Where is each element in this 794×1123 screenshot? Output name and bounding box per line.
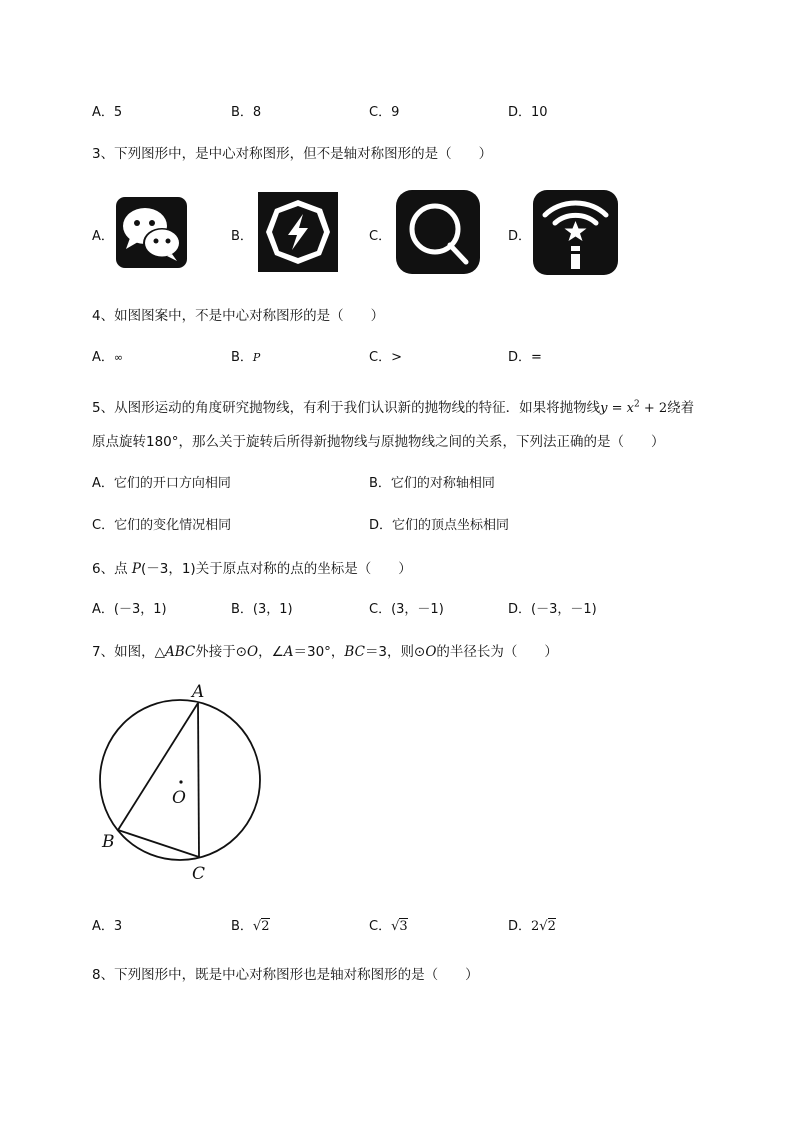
option-letter: C． bbox=[369, 105, 392, 120]
option-letter: B． bbox=[231, 919, 253, 934]
option-letter: D． bbox=[508, 919, 532, 934]
center-dot bbox=[179, 780, 182, 783]
stem-text: 5、从图形运动的角度研究抛物线，有利于我们认识新的抛物线的特征．如果将抛物线 bbox=[92, 400, 601, 416]
q5-option-c bbox=[92, 514, 231, 533]
radical-sign: √ bbox=[539, 919, 548, 934]
option-letter: D． bbox=[508, 105, 532, 120]
search-q-icon bbox=[396, 190, 480, 274]
q8-stem: 8、下列图形中，既是中心对称图形也是轴对称图形的是（ ） bbox=[92, 967, 479, 983]
formula-var-x: x bbox=[626, 401, 634, 416]
q7-option-c bbox=[369, 915, 408, 934]
option-text: (3，－1) bbox=[391, 602, 444, 617]
q5-option-d bbox=[369, 514, 509, 533]
radicand: 2 bbox=[261, 919, 270, 934]
formula-var-y: y bbox=[600, 401, 608, 416]
option-text: > bbox=[391, 350, 402, 365]
wechat-icon bbox=[116, 197, 187, 268]
option-letter: B． bbox=[369, 476, 391, 491]
option-letter: C． bbox=[369, 919, 392, 934]
segment-ac bbox=[198, 703, 199, 857]
q6-option-a bbox=[92, 598, 167, 617]
q4-option-b bbox=[231, 346, 260, 365]
parabola-formula bbox=[600, 401, 667, 416]
option-text: 9 bbox=[391, 105, 400, 120]
option-letter: B． bbox=[231, 602, 253, 617]
option-text: 10 bbox=[531, 105, 548, 120]
radicand: 3 bbox=[399, 919, 408, 934]
stem-text: ＝30°， bbox=[293, 644, 345, 660]
q7-option-b bbox=[231, 915, 270, 934]
option-letter: B． bbox=[231, 350, 253, 365]
lightning-icon bbox=[258, 192, 338, 272]
formula-rest: + 2 bbox=[639, 401, 668, 416]
q4-option-a bbox=[92, 346, 123, 365]
stem-text: ＝3，则⊙ bbox=[364, 644, 426, 660]
angle-name: A bbox=[283, 644, 294, 660]
stem-text: 6、点 bbox=[92, 561, 132, 577]
stem-text: ，∠ bbox=[258, 644, 284, 660]
radicand: 2 bbox=[547, 919, 556, 934]
option-text: 5 bbox=[113, 105, 123, 120]
formula-exponent: 2 bbox=[633, 399, 640, 410]
point-p: P bbox=[131, 561, 141, 577]
option-letter: A． bbox=[92, 476, 114, 491]
option-letter: C． bbox=[369, 602, 392, 617]
option-text: (－3，1) bbox=[113, 602, 167, 617]
stem-text: 7、如图，△ bbox=[92, 644, 165, 660]
option-letter: D． bbox=[369, 518, 393, 533]
label-o: O bbox=[172, 788, 186, 808]
option-letter: A． bbox=[92, 919, 114, 934]
option-text: 3 bbox=[113, 919, 123, 934]
stem-text: 绕着 bbox=[667, 400, 695, 416]
option-letter: B． bbox=[231, 105, 253, 120]
q3-stem: 3、下列图形中，是中心对称图形，但不是轴对称图形的是（ ） bbox=[92, 146, 493, 162]
q6-option-b bbox=[231, 598, 293, 617]
q7-option-a bbox=[92, 915, 122, 934]
segment-name: BC bbox=[344, 644, 365, 660]
q5-stem-line1 bbox=[92, 396, 694, 416]
q7-stem bbox=[92, 640, 558, 660]
q3-option-c-letter: C． bbox=[369, 229, 392, 244]
q6-option-d bbox=[508, 598, 597, 617]
option-letter: D． bbox=[508, 602, 532, 617]
q5-stem-line2: 原点旋转180°，那么关于旋转后所得新抛物线与原抛物线之间的关系，下列法正确的是（ ） bbox=[92, 434, 665, 450]
q3-option-a-letter: A． bbox=[92, 229, 114, 244]
q6-stem bbox=[92, 557, 412, 577]
option-text: (－3，－1) bbox=[531, 602, 597, 617]
option-letter: A． bbox=[92, 350, 114, 365]
q4-option-d bbox=[508, 346, 542, 365]
option-letter: A． bbox=[92, 105, 114, 120]
option-text: 8 bbox=[252, 105, 262, 120]
q5-option-a bbox=[92, 472, 231, 491]
q3-option-d-letter: D． bbox=[508, 229, 532, 244]
wifi-star-icon bbox=[533, 190, 618, 275]
circle-name: O bbox=[425, 644, 437, 660]
q2-option-d bbox=[508, 101, 548, 120]
option-text: = bbox=[531, 350, 542, 365]
q7-figure bbox=[92, 676, 272, 886]
option-letter: C． bbox=[92, 518, 115, 533]
q3-option-b-letter: B． bbox=[231, 229, 253, 244]
option-text: (3，1) bbox=[252, 602, 293, 617]
label-b: B bbox=[102, 832, 115, 852]
q5-option-b bbox=[369, 472, 495, 491]
option-text: 它们的顶点坐标相同 bbox=[392, 518, 510, 533]
option-text: 它们的对称轴相同 bbox=[390, 476, 495, 491]
q4-option-c bbox=[369, 346, 402, 365]
label-c: C bbox=[192, 864, 206, 884]
option-text: P bbox=[252, 351, 261, 364]
option-text: 它们的变化情况相同 bbox=[114, 518, 232, 533]
stem-text: (－3，1)关于原点对称的点的坐标是（ ） bbox=[140, 561, 412, 577]
option-letter: C． bbox=[369, 350, 392, 365]
coefficient: 2 bbox=[531, 919, 540, 934]
q2-option-c bbox=[369, 101, 399, 120]
q7-option-d bbox=[508, 915, 556, 934]
circle-name: O bbox=[247, 644, 259, 660]
stem-text: 外接于⊙ bbox=[195, 644, 248, 660]
circle-o bbox=[100, 700, 260, 860]
formula-eq: = bbox=[607, 401, 627, 416]
triangle-name: ABC bbox=[164, 644, 196, 660]
option-letter: A． bbox=[92, 602, 114, 617]
radical-sign: √ bbox=[252, 919, 262, 934]
label-a: A bbox=[192, 682, 205, 702]
option-text: 它们的开口方向相同 bbox=[113, 476, 231, 491]
option-text: ∞ bbox=[113, 351, 124, 364]
segment-ab bbox=[118, 703, 198, 830]
stem-text: 的半径长为（ ） bbox=[436, 644, 558, 660]
q2-option-b bbox=[231, 101, 261, 120]
q6-option-c bbox=[369, 598, 444, 617]
option-letter: D． bbox=[508, 350, 532, 365]
q2-option-a bbox=[92, 101, 122, 120]
q4-stem: 4、如图图案中，不是中心对称图形的是（ ） bbox=[92, 308, 385, 324]
radical-sign: √ bbox=[391, 919, 400, 934]
